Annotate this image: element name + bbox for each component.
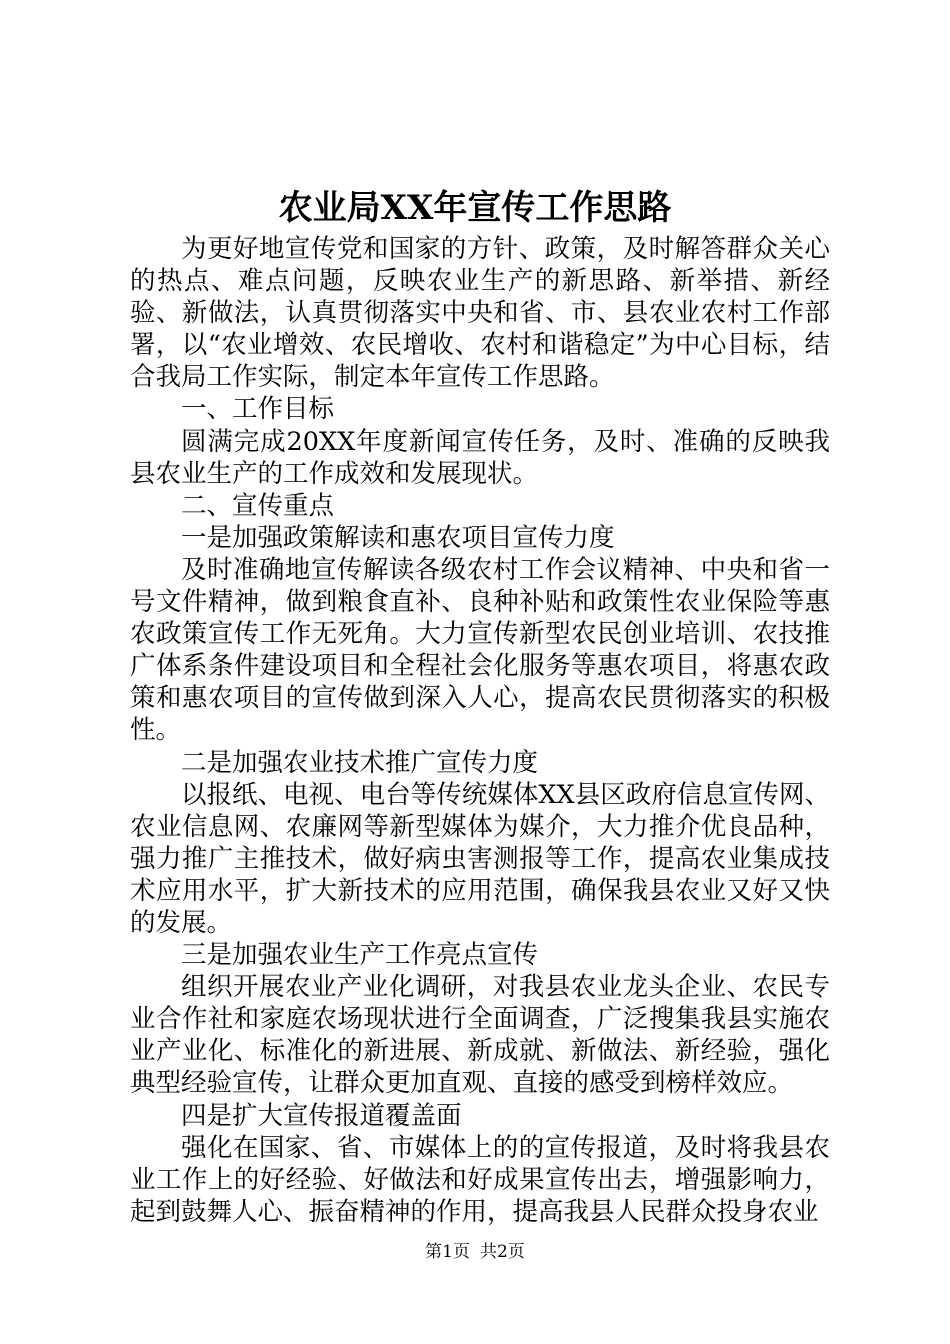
paragraph-coverage: 强化在国家、省、市媒体上的的宣传报道，及时将我县农业工作上的好经验、好做法和好成果宣传出去，增强影响力，起到鼓舞人心、振奋精神的作用，提高我县人民群众投身农业	[130, 1132, 830, 1227]
paragraph-technology: 以报纸、电视、电台等传统媒体XX县区政府信息宣传网、农业信息网、农廉网等新型媒体为媒介，大力推介优良品种，强力推广主推技术，做好病虫害测报等工作，提高农业集成技术应用水平，扩大新技术的应用范围，确保我县农业又好又快的发展。	[130, 779, 830, 938]
paragraph-highlights: 组织开展农业产业化调研，对我县农业龙头企业、农民专业合作社和家庭农场现状进行全面调查，广泛搜集我县实施农业产业化、标准化的新进展、新成就、新做法、新经验，强化典型经验宣传，让群众更加直观、直接的感受到榜样效应。	[130, 972, 830, 1099]
paragraph-policy: 及时准确地宣传解读各级农村工作会议精神、中央和省一号文件精神，做到粮食直补、良种补贴和政策性农业保险等惠农政策宣传工作无死角。大力宣传新型农民创业培训、农技推广体系条件建设项目和全程社会化服务等惠农项目，将惠农政策和惠农项目的宣传做到深入人心，提高农民贯彻落实的积极性。	[130, 554, 830, 746]
document-body	[130, 233, 830, 1228]
paragraph-work-goal: 圆满完成20XX年度新闻宣传任务，及时、准确的反映我县农业生产的工作成效和发展现状。	[130, 426, 830, 489]
page-total: 共2页	[480, 1242, 525, 1262]
page-number: 第1页	[425, 1242, 470, 1262]
subheading-policy: 一是加强政策解读和惠农项目宣传力度	[181, 522, 615, 553]
heading-work-goal: 一、工作目标	[181, 394, 335, 425]
subheading-highlights: 三是加强农业生产工作亮点宣传	[181, 940, 539, 971]
subheading-technology: 二是加强农业技术推广宣传力度	[181, 747, 539, 778]
page-footer	[0, 1240, 950, 1264]
heading-publicity-focus: 二、宣传重点	[181, 490, 335, 521]
document-title: 农业局XX年宣传工作思路	[278, 188, 672, 228]
paragraph-intro: 为更好地宣传党和国家的方针、政策，及时解答群众关心的热点、难点问题，反映农业生产的新思路、新举措、新经验、新做法，认真贯彻落实中央和省、市、县农业农村工作部署，以“农业增效、农民增收、农村和谐稳定”为中心目标，结合我局工作实际，制定本年宣传工作思路。	[130, 234, 830, 393]
subheading-coverage: 四是扩大宣传报道覆盖面	[181, 1100, 462, 1131]
